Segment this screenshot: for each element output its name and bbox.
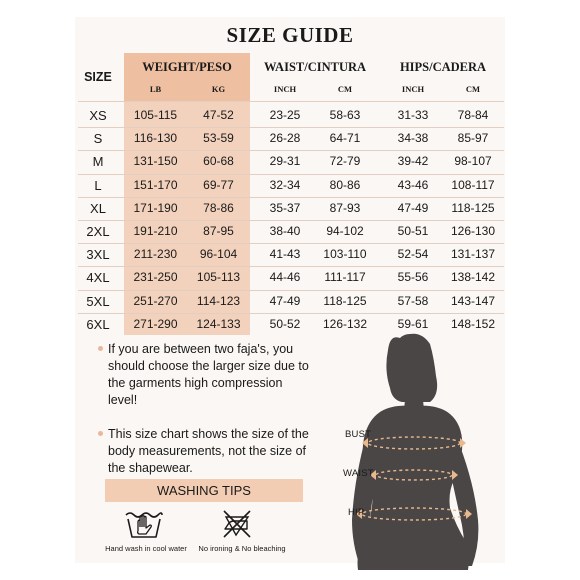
table-cell: 98-107 bbox=[454, 154, 492, 169]
size-column-header: SIZE bbox=[84, 70, 112, 84]
size-cell: 5XL bbox=[86, 293, 110, 309]
table-cell: 50-52 bbox=[269, 316, 301, 331]
table-cell: 85-97 bbox=[457, 131, 489, 146]
note-item bbox=[98, 341, 313, 409]
table-cell: 118-125 bbox=[451, 200, 495, 215]
weight-group-header: WEIGHT/PESO bbox=[142, 60, 232, 74]
bullet-dot-icon bbox=[98, 346, 103, 351]
table-row bbox=[78, 290, 504, 313]
waist-group-header: WAIST/CINTURA bbox=[263, 60, 367, 74]
note-item bbox=[98, 426, 313, 477]
size-cell: L bbox=[94, 177, 102, 193]
weight-lb-header: LB bbox=[149, 84, 162, 94]
table-cell: 52-54 bbox=[397, 247, 429, 262]
table-row bbox=[78, 150, 504, 173]
size-notes bbox=[98, 341, 313, 477]
table-cell: 44-46 bbox=[269, 270, 301, 285]
hip-label: HIP bbox=[348, 507, 365, 518]
table-cell: 94-102 bbox=[326, 224, 364, 238]
table-cell: 108-117 bbox=[451, 177, 495, 192]
table-cell: 124-133 bbox=[196, 316, 241, 331]
size-cell: XL bbox=[90, 200, 106, 216]
washing-tips-heading: WASHING TIPS bbox=[105, 479, 303, 502]
table-cell: 43-46 bbox=[397, 177, 429, 192]
table-cell: 53-59 bbox=[203, 131, 234, 146]
table-cell: 80-86 bbox=[329, 177, 361, 192]
table-cell: 148-152 bbox=[450, 316, 496, 331]
table-cell: 60-68 bbox=[203, 154, 234, 169]
table-row bbox=[78, 243, 504, 266]
size-cell: 6XL bbox=[86, 316, 110, 332]
table-cell: 171-190 bbox=[133, 200, 178, 215]
table-cell: 211-230 bbox=[133, 247, 178, 262]
table-cell: 87-95 bbox=[203, 224, 234, 238]
bust-label: BUST bbox=[345, 429, 372, 440]
table-cell: 131-150 bbox=[133, 154, 178, 169]
size-cell: 2XL bbox=[86, 224, 110, 239]
table-row bbox=[78, 127, 504, 150]
table-cell: 114-123 bbox=[196, 293, 241, 308]
table-cell: 26-28 bbox=[269, 131, 301, 146]
no-iron-no-bleach-icon bbox=[220, 507, 254, 541]
table-cell: 29-31 bbox=[269, 154, 301, 169]
size-cell: M bbox=[92, 154, 104, 170]
hips-inch-header: INCH bbox=[401, 84, 425, 94]
table-cell: 118-125 bbox=[323, 293, 367, 308]
table-cell: 151-170 bbox=[133, 177, 178, 192]
table-cell: 105-113 bbox=[196, 270, 241, 285]
header-divider bbox=[78, 101, 504, 102]
weight-kg-header: KG bbox=[211, 84, 226, 94]
table-cell: 126-132 bbox=[322, 316, 368, 331]
table-cell: 116-130 bbox=[133, 131, 178, 146]
table-cell: 23-25 bbox=[269, 108, 301, 122]
waist-label: WAIST bbox=[343, 468, 374, 479]
size-cell: S bbox=[93, 131, 103, 147]
table-cell: 38-40 bbox=[269, 224, 301, 238]
table-cell: 69-77 bbox=[203, 177, 234, 192]
size-cell: XS bbox=[89, 108, 107, 123]
waist-inch-header: INCH bbox=[273, 84, 297, 94]
hips-cm-header: CM bbox=[465, 84, 481, 94]
table-cell: 111-117 bbox=[324, 270, 366, 285]
size-cell: 3XL bbox=[86, 247, 110, 263]
table-row bbox=[78, 104, 504, 127]
table-cell: 64-71 bbox=[329, 131, 361, 146]
hand-wash-label: Hand wash in cool water bbox=[105, 544, 187, 553]
table-cell: 251-270 bbox=[133, 293, 178, 308]
table-cell: 87-93 bbox=[329, 200, 361, 215]
table-cell: 143-147 bbox=[450, 293, 496, 308]
table-cell: 191-210 bbox=[133, 224, 178, 238]
size-cell: 4XL bbox=[86, 270, 110, 286]
table-cell: 39-42 bbox=[397, 154, 429, 169]
table-cell: 78-86 bbox=[203, 200, 234, 215]
hips-group-header: HIPS/CADERA bbox=[399, 60, 487, 74]
table-cell: 271-290 bbox=[133, 316, 178, 331]
table-cell: 47-52 bbox=[203, 108, 234, 122]
table-row bbox=[78, 266, 504, 289]
table-cell: 35-37 bbox=[269, 200, 301, 215]
hand-wash-icon bbox=[124, 507, 164, 541]
table-cell: 131-137 bbox=[450, 247, 496, 262]
table-cell: 58-63 bbox=[329, 108, 361, 122]
table-cell: 32-34 bbox=[269, 177, 301, 192]
note-text: If you are between two faja's, you should choose the larger size due to the garments high compression level! bbox=[108, 342, 309, 407]
page-title: SIZE GUIDE bbox=[226, 23, 354, 47]
table-row bbox=[78, 220, 504, 243]
table-cell: 31-33 bbox=[397, 108, 429, 122]
table-row bbox=[78, 174, 504, 197]
table-cell: 72-79 bbox=[329, 154, 361, 169]
table-row bbox=[78, 197, 504, 220]
table-cell: 50-51 bbox=[397, 224, 429, 238]
waist-cm-header: CM bbox=[337, 84, 353, 94]
bullet-dot-icon bbox=[98, 431, 103, 436]
no-iron-label: No ironing & No bleaching bbox=[198, 544, 286, 553]
table-cell: 138-142 bbox=[450, 270, 496, 285]
table-cell: 126-130 bbox=[450, 224, 496, 238]
note-text: This size chart shows the size of the body measurements, not the size of the shapewear. bbox=[108, 427, 309, 475]
table-cell: 78-84 bbox=[457, 108, 489, 122]
table-cell: 96-104 bbox=[199, 247, 238, 262]
table-cell: 105-115 bbox=[133, 108, 178, 122]
table-cell: 34-38 bbox=[397, 131, 429, 146]
body-silhouette bbox=[330, 330, 520, 570]
table-cell: 59-61 bbox=[397, 316, 429, 331]
table-cell: 47-49 bbox=[269, 293, 301, 308]
table-cell: 103-110 bbox=[323, 247, 367, 262]
table-cell: 41-43 bbox=[269, 247, 301, 262]
table-cell: 47-49 bbox=[397, 200, 429, 215]
table-cell: 57-58 bbox=[397, 293, 429, 308]
table-cell: 231-250 bbox=[133, 270, 178, 285]
table-cell: 55-56 bbox=[397, 270, 429, 285]
